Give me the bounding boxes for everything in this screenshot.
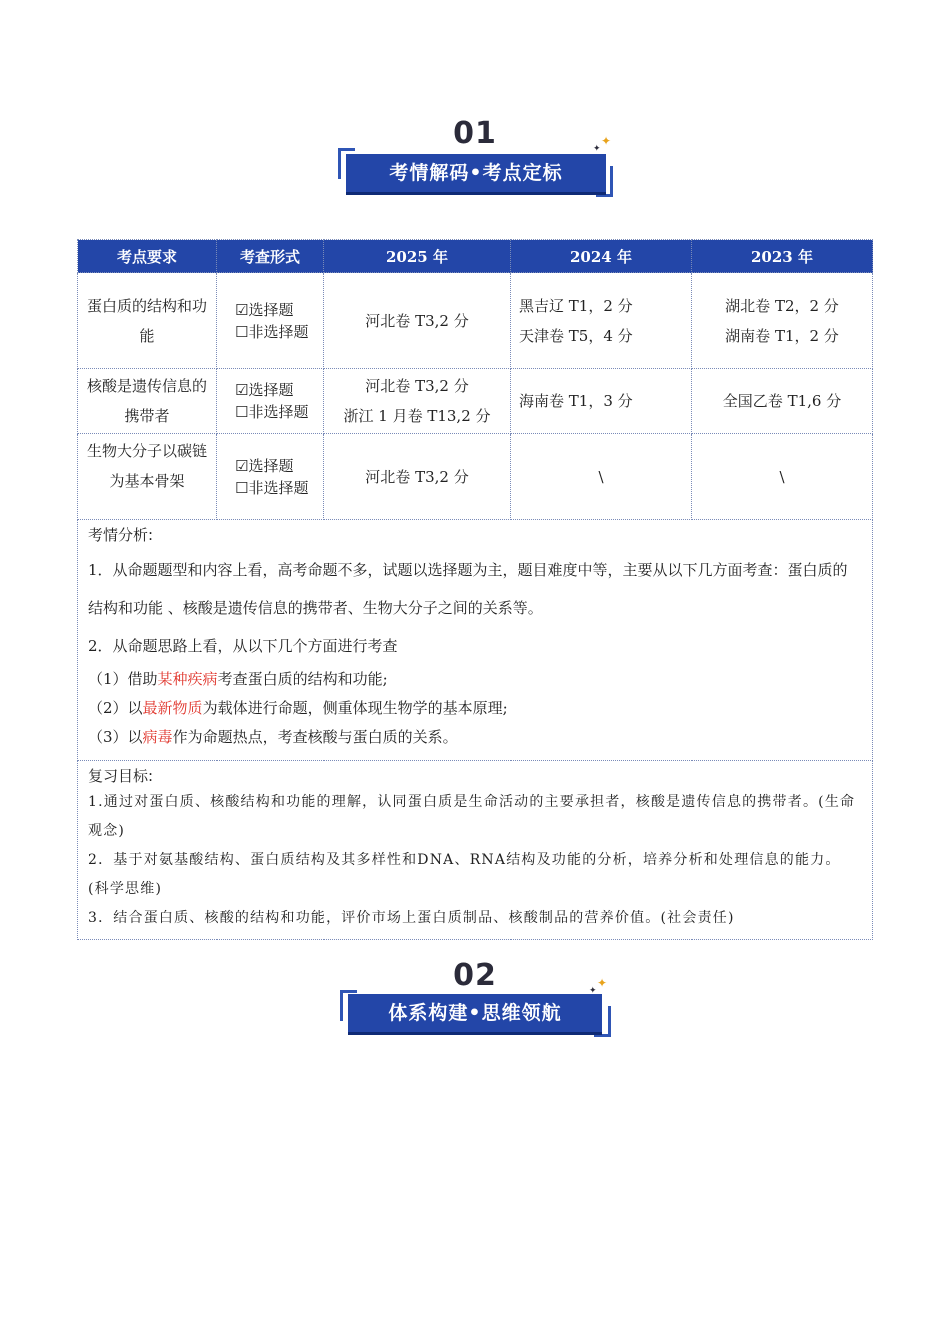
header-2025: 2025 年	[324, 240, 511, 273]
goals-row	[78, 761, 873, 940]
form-cell	[217, 434, 324, 520]
year-2024-cell	[511, 369, 692, 434]
header-2024: 2024 年	[511, 240, 692, 273]
analysis-section	[78, 520, 873, 761]
exam-entry: 全国乙卷 T1,6 分	[722, 392, 842, 410]
form-cell	[217, 273, 324, 369]
checked-box-icon: ☑	[235, 381, 249, 399]
choice-label: 选择题	[248, 456, 294, 475]
section-banner-1	[0, 116, 950, 206]
year-2025-cell	[324, 434, 511, 520]
item-text: （2）以	[88, 699, 143, 717]
item-text: 考查蛋白质的结构和功能;	[217, 670, 388, 688]
sparkle-small-icon: ✦	[593, 144, 601, 154]
highlight-text: 病毒	[142, 728, 173, 746]
exam-entry: 湖南卷 T1，2 分	[725, 326, 839, 345]
topic-cell: 生物大分子以碳链为基本骨架	[78, 434, 217, 520]
highlight-text: 某种疾病	[157, 670, 218, 688]
goal-item: 3．结合蛋白质、核酸的结构和功能，评价市场上蛋白质制品、核酸制品的营养价值。(社会责任)	[88, 910, 735, 926]
exam-entry: 河北卷 T3,2 分	[365, 467, 469, 486]
year-2025-cell	[324, 273, 511, 369]
exam-entry: 湖北卷 T2，2 分	[725, 296, 839, 315]
analysis-paragraph: 1．从命题题型和内容上看，高考命题不多，试题以选择题为主，题目难度中等，主要从以下几方面考查：蛋白质的结构和功能 、核酸是遗传信息的携带者、生物大分子之间的关系等。	[88, 561, 848, 617]
checked-box-icon: ☑	[235, 456, 249, 475]
exam-entry: 天津卷 T5，4 分	[519, 326, 633, 345]
unchecked-box-icon: ☐	[235, 322, 249, 341]
highlight-text: 最新物质	[142, 699, 203, 717]
section-number: 02	[453, 958, 497, 993]
analysis-row	[78, 520, 873, 761]
topic-cell: 蛋白质的结构和功能	[78, 273, 217, 369]
table-row	[78, 273, 873, 369]
checked-box-icon: ☑	[235, 300, 249, 319]
section-title: 体系构建•思维领航	[348, 994, 602, 1035]
nonchoice-label: 非选择题	[248, 322, 309, 341]
year-2025-cell	[324, 369, 511, 434]
sparkle-icon: ✦	[601, 134, 612, 148]
section-number: 01	[453, 116, 497, 151]
header-2023: 2023 年	[692, 240, 873, 273]
section-title: 考情解码•考点定标	[346, 154, 606, 195]
sparkle-icon: ✦	[597, 976, 608, 990]
exam-entry: \	[779, 467, 785, 486]
analysis-heading: 考情分析:	[88, 526, 154, 544]
goals-heading: 复习目标:	[88, 767, 154, 785]
nonchoice-label: 非选择题	[248, 403, 309, 421]
section-banner-2	[0, 958, 950, 1048]
year-2023-cell	[692, 273, 873, 369]
nonchoice-label: 非选择题	[248, 478, 309, 497]
analysis-paragraph: 2．从命题思路上看，从以下几个方面进行考查	[88, 637, 398, 655]
item-text: （3）以	[88, 728, 143, 746]
year-2024-cell	[511, 273, 692, 369]
exam-entry: 河北卷 T3,2 分	[365, 377, 469, 395]
table-header-row	[78, 240, 873, 273]
item-text: （1）借助	[88, 670, 158, 688]
exam-entry: 河北卷 T3,2 分	[365, 311, 469, 330]
exam-entry: \	[598, 467, 604, 486]
item-text: 为载体进行命题，侧重体现生物学的基本原理;	[202, 699, 508, 717]
goal-item: 2．基于对氨基酸结构、蛋白质结构及其多样性和DNA、RNA结构及功能的分析，培养分析和处理信息的能力。(科学思维)	[88, 852, 841, 897]
topic-cell: 核酸是遗传信息的携带者	[78, 369, 217, 434]
sparkle-small-icon: ✦	[589, 986, 597, 996]
year-2024-cell	[511, 434, 692, 520]
header-form: 考查形式	[217, 240, 324, 273]
table-row	[78, 369, 873, 434]
choice-label: 选择题	[248, 381, 294, 399]
goals-section	[78, 761, 873, 940]
year-2023-cell	[692, 369, 873, 434]
unchecked-box-icon: ☐	[235, 403, 249, 421]
table-row	[78, 434, 873, 520]
choice-label: 选择题	[248, 300, 294, 319]
year-2023-cell	[692, 434, 873, 520]
form-cell	[217, 369, 324, 434]
exam-entry: 黑吉辽 T1，2 分	[519, 296, 633, 315]
exam-entry: 浙江 1 月卷 T13,2 分	[343, 407, 491, 425]
header-topic: 考点要求	[78, 240, 217, 273]
goal-item: 1.通过对蛋白质、核酸结构和功能的理解，认同蛋白质是生命活动的主要承担者，核酸是遗传信息的携带者。(生命观念)	[88, 794, 856, 839]
item-text: 作为命题热点，考查核酸与蛋白质的关系。	[172, 728, 458, 746]
analysis-item	[88, 723, 862, 752]
unchecked-box-icon: ☐	[235, 478, 249, 497]
exam-entry: 海南卷 T1，3 分	[519, 392, 633, 410]
analysis-item	[88, 665, 862, 694]
exam-analysis-table	[77, 239, 873, 940]
analysis-item	[88, 694, 862, 723]
